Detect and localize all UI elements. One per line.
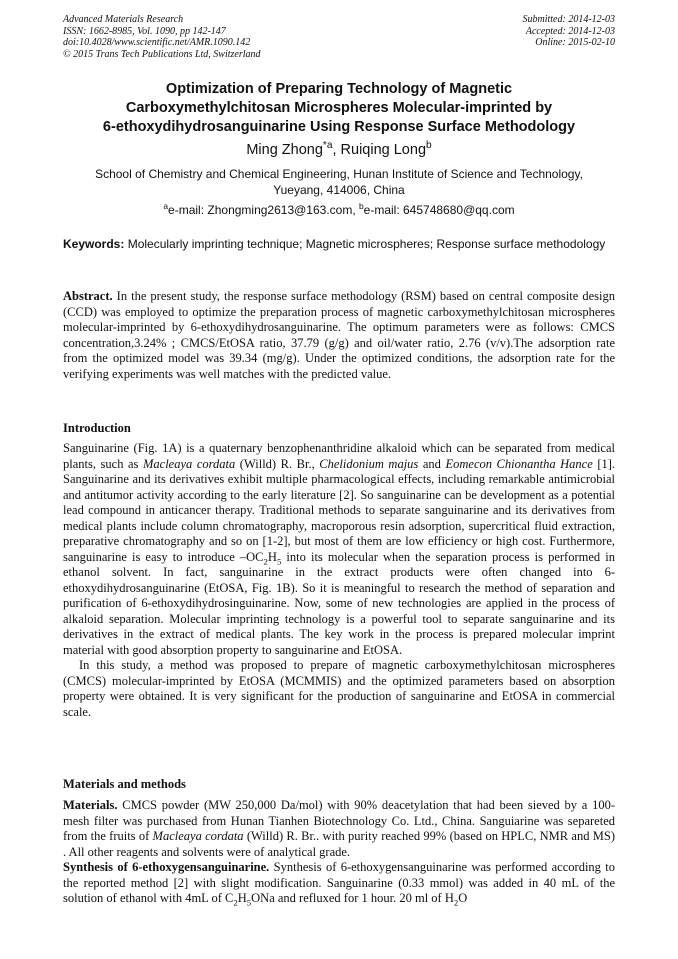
section-heading-introduction: Introduction [63,421,131,435]
email-mark: b [359,201,364,211]
paragraph [63,860,615,907]
keywords-text: Molecularly imprinting technique; Magnetic microspheres; Response surface methodology [124,237,606,251]
text-run: H [237,891,247,905]
abstract-label: Abstract. [63,289,113,303]
text-run: ONa and refluxed for 1 hour. 20 ml of H [251,891,454,905]
affiliation-line: School of Chemistry and Chemical Engineering, Hunan Institute of Science and Technology, [95,167,583,181]
paragraph [63,798,615,860]
accepted-date: Accepted: 2014-12-03 [525,25,615,37]
subscript: 2 [453,897,459,908]
run-in-heading: Materials. [63,798,118,812]
affiliation [60,166,618,198]
submitted-date: Submitted: 2014-12-03 [522,14,615,25]
text-run: Synthesis of 6-ethoxygensanguinarine was performed according to the reported method [2] with slight modification. Sanguinarine (0.33 mmol) was added in 40 mL of the solution of ethanol with 4mL of C [63,860,615,905]
text-run: into its molecular when the separation process is performed in ethanol solvent. In fact, sanguinarine in the extract products were often changed into 6-ethoxydihydrosanguinarine (EtOSA, Fig. 1B). So it is meaningful to research the method of separation and purification of 6-ethoxydihydrosinguinarine. Now, some of new technologies are applied in the process of alkaloid separation. Molecular imprinting technology is a powerful tool to separate sanguinarine and its derivatives in the extract of medical plants. The key work in the process is prepared molecular imprint material with good absorption property to sanguinarine and EtOSA. [63,549,615,657]
text-run: Sanguinarine (Fig. 1A) is a quaternary benzophenanthridine alkaloid which can be separated from medical plants, such as [63,441,615,471]
text-run: CMCS powder (MW 250,000 Da/mol) with 90% deacetylation that had been sieved by a 100-mesh filter was purchased from Hunan Tianhen Biotechnology Co. Ltd., China. Sanguiarine was separeted from the fruits of [63,798,615,843]
text-run: O [458,891,468,905]
issn: ISSN: 1662-8985, Vol. 1090, pp 142-147 [63,25,226,37]
keywords [63,237,615,252]
abstract-text: In the present study, the response surface methodology (RSM) based on central composite design (CCD) was employed to optimize the preparation process of magnetic carboxymethylchitosan microspheres molecular-imprinted by 6-ethoxydihydrosanguinarine. The optimum parameters were as follows: CMCS concentration,3.24% ; CMCS/EtOSA ratio, 37.79 (g/g) and oil/water ratio, 2.76 (v/v).The adsorption rate from the optimized model was 39.34 (mg/g). Under the optimized conditions, the adsorption rate for the verifying experiments was well matches with the predicted value. [63,289,615,381]
section-heading-methods: Materials and methods [63,777,186,791]
author-list [40,141,638,159]
methods-body [63,798,615,907]
text-run: (Willd) R. Br., [235,456,320,471]
abstract [63,289,615,382]
run-in-heading: Synthesis of 6-ethoxygensanguinarine. [63,860,270,874]
text-run: (Willd) R. Br.. with purity reached 99% (based on HPLC, NMR and MS) . All other reagents and solvents were of analytical grade. [63,829,615,859]
paragraph: In this study, a method was proposed to prepare of magnetic carboxymethylchitosan microspheres (CMCS) molecular-imprinted by EtOSA (MCMMIS) and the optimized parameters based on absorption property were obtained. It is very significant for the production of sanguinarine and EtOSA in commercial scale. [63,658,615,719]
author-name: Ruiqing Long [340,142,427,158]
title-line: Carboxymethylchitosan Microspheres Molecular-imprinted by [125,100,553,116]
journal-info [63,14,261,60]
email-a: e-mail: Zhongming2613@163.com, [168,203,359,217]
title-line: Optimization of Preparing Technology of Magnetic [165,81,513,97]
subscript: 2 [233,897,238,908]
journal-name: Advanced Materials Research [63,14,184,25]
subscript: 2 [263,556,268,566]
doi: doi:10.4028/www.scientific.net/AMR.1090.142 [63,37,251,48]
text-run: H [267,549,277,564]
dates-info [523,14,616,60]
species-name: Eomecon Chionantha Hance [445,456,593,471]
text-run: [1]. Sanguinarine and its derivatives exhibit multiple pharmacological effects, including remarkable antimicrobial and antitumor activity according to the early literature [2]. So sanguinarine can be development as a potential lead compound in anticancer therapy. Traditional methods to separate sanguinarine and its derivatives from medical plants include column chromatography, macroporous resin adsorption, supercritical fluid extraction, preparative chromatography and so on [1-2], but most of them are low efficiency or high cost. Furthermore, sanguinarine is easy to introduce –OC [63,456,616,564]
author-emails [40,202,638,218]
affiliation-line: Yueyang, 414006, China [273,183,405,197]
author-name: Ming Zhong [246,142,323,158]
email-mark: a [163,201,169,211]
subscript: 5 [246,897,252,908]
author-mark: *a [322,140,333,152]
title-line: 6-ethoxydihydrosanguinarine Using Response Surface Methodology [102,119,576,135]
paragraph [63,441,615,658]
author-separator: , [332,142,341,158]
text-run: and [418,456,446,471]
species-name: Macleaya cordata [142,456,236,471]
online-date: Online: 2015-02-10 [535,37,615,48]
author-mark: b [426,140,432,152]
subscript: 5 [276,556,282,566]
introduction-body [63,441,615,720]
copyright: © 2015 Trans Tech Publications Ltd, Switzerland [63,48,261,60]
email-b: e-mail: 645748680@qq.com [363,203,515,217]
species-name: Macleaya cordata [152,829,244,843]
page-header [63,14,615,60]
keywords-label: Keywords: [63,237,125,251]
species-name: Chelidonium majus [319,456,419,471]
paper-title [40,80,638,137]
